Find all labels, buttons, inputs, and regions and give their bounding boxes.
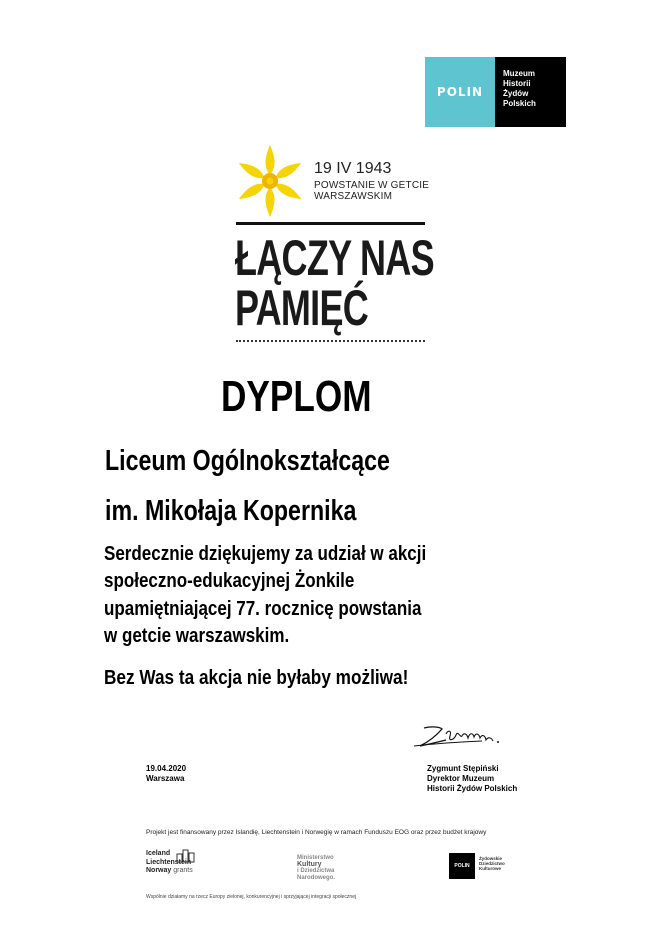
- eea-line-text: Norway: [146, 867, 172, 874]
- polin-small-line: Żydowskie: [479, 856, 503, 861]
- slogan-line: PAMIĘĆ: [235, 280, 369, 336]
- diploma-title: DYPLOM: [221, 372, 372, 421]
- polin-small-line: Dziedzictwo: [479, 861, 505, 866]
- polin-mark-text: POLIN: [436, 85, 484, 99]
- uprising-caption-line: WARSZAWSKIM: [314, 191, 393, 202]
- issue-date: 19.04.2020: [146, 764, 187, 773]
- eea-grants-suffix: grants: [173, 867, 193, 874]
- eea-line: Iceland: [146, 850, 171, 857]
- polin-small-mark: [449, 853, 475, 879]
- daffodil-icon: [236, 143, 306, 218]
- polin-logo-mark: [425, 57, 495, 127]
- polin-heritage-logo: [449, 853, 515, 879]
- signer-line: Dyrektor Muzeum: [427, 774, 495, 783]
- polin-logo-line: Żydów: [503, 89, 529, 98]
- recipient-line: Liceum Ogólnokształcące: [105, 445, 390, 477]
- ministry-line: i Dziedzictwa: [297, 868, 335, 874]
- eea-line: [146, 867, 206, 876]
- handwritten-signature: [412, 720, 507, 758]
- eea-line: Liechtenstein: [146, 858, 192, 866]
- eea-grants-icon: [176, 849, 196, 863]
- polin-small-text: [475, 853, 505, 879]
- funding-note: Projekt jest finansowany przez Islandię, Liechtenstein i Norwegię w ramach Funduszu EOG oraz przez budżet krajowy: [146, 829, 487, 836]
- ministry-line: Kultury: [297, 860, 322, 868]
- polin-logo-line: Historii: [503, 79, 531, 88]
- ministry-line: Ministerstwo: [297, 855, 334, 861]
- signer-line: Zygmunt Stępiński: [427, 764, 499, 773]
- slogan-line: ŁĄCZY NAS: [235, 230, 434, 286]
- issue-place: Warszawa: [146, 774, 185, 783]
- recipient-line: im. Mikołaja Kopernika: [105, 495, 357, 527]
- dotted-divider: [236, 340, 425, 342]
- partners-note: Wspólnie działamy na rzecz Europy zielonej, konkurencyjnej i sprzyjającej integracji społecznej: [146, 894, 357, 900]
- polin-museum-logo: [425, 57, 566, 127]
- ministry-culture-logo: [297, 855, 335, 881]
- polin-logo-line: Polskich: [503, 99, 536, 108]
- uprising-caption-line: POWSTANIE W GETCIE: [314, 180, 430, 191]
- divider: [236, 222, 425, 225]
- polin-logo-text: [495, 57, 566, 127]
- uprising-date: 19 IV 1943: [314, 160, 392, 177]
- message-line: społeczno-edukacyjnej Żonkile: [104, 570, 355, 592]
- closing-line: Bez Was ta akcja nie byłaby możliwa!: [104, 667, 409, 689]
- signer-line: Historii Żydów Polskich: [427, 784, 518, 793]
- ministry-line: Narodowego.: [297, 874, 336, 881]
- message-line: Serdecznie dziękujemy za udział w akcji: [104, 543, 427, 565]
- polin-logo-line: Muzeum: [503, 69, 535, 78]
- polin-small-line: Kulturowe: [479, 866, 501, 871]
- message-line: w getcie warszawskim.: [104, 625, 290, 647]
- message-line: upamiętniającej 77. rocznicę powstania: [104, 598, 422, 620]
- polin-small-mark-text: POLIN: [454, 863, 470, 869]
